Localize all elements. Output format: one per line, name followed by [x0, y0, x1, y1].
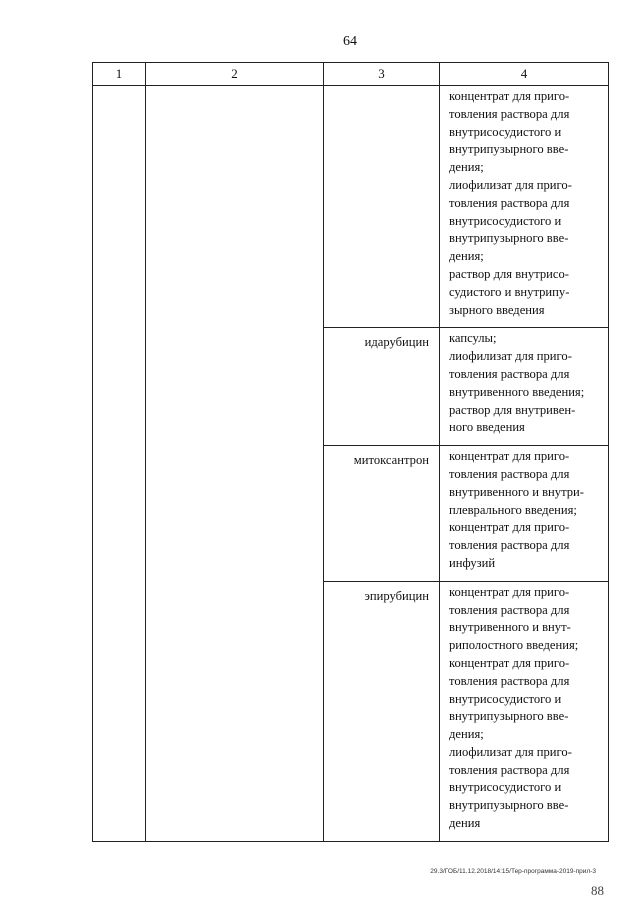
dosage-form-line: товления раствора для — [449, 195, 570, 210]
dosage-form-line: товления раствора для — [449, 538, 570, 553]
dosage-form-line: зырного введения — [449, 302, 545, 317]
column-header-2: 2 — [146, 63, 324, 86]
dosage-form-line: концентрат для приго- — [449, 449, 570, 464]
corner-page-number: 88 — [591, 883, 604, 898]
dosage-form-line: лиофилизат для приго- — [449, 177, 572, 192]
dosage-form-line: внутривенного и внутри- — [449, 484, 584, 499]
dosage-form-line: инфузий — [449, 555, 496, 570]
dosage-form-line: товления раствора для — [449, 762, 570, 777]
table-row — [93, 86, 609, 328]
dosage-form-line: лиофилизат для приго- — [449, 744, 572, 759]
drug-name-cell: эпирубицин — [324, 581, 440, 841]
dosage-form-line: дения; — [449, 727, 484, 742]
page-number: 64 — [343, 34, 357, 49]
dosage-form-line: товления раствора для — [449, 366, 570, 381]
dosage-form-line: концентрат для приго- — [449, 89, 570, 103]
dosage-forms-cell — [440, 86, 609, 328]
dosage-form-line: внутрипузырного вве- — [449, 142, 569, 157]
dosage-form-line: концентрат для приго- — [449, 520, 570, 535]
dosage-form-line: внутрисосудистого и — [449, 213, 562, 228]
dosage-form-line: внутривенного введения; — [449, 384, 585, 399]
column-header-4: 4 — [440, 63, 609, 86]
dosage-forms-cell — [440, 581, 609, 841]
dosage-form-line: товления раствора для — [449, 466, 570, 481]
dosage-form-line: товления раствора для — [449, 602, 570, 617]
dosage-form-line: раствор для внутривен- — [449, 402, 576, 417]
dosage-form-line: плеврального введения; — [449, 502, 577, 517]
dosage-form-line: раствор для внутрисо- — [449, 266, 569, 281]
drug-name-cell — [324, 86, 440, 328]
drug-name-cell: митоксантрон — [324, 446, 440, 582]
dosage-form-line: судистого и внутрипу- — [449, 284, 570, 299]
dosage-form-line: концентрат для приго- — [449, 584, 570, 599]
column-header-3: 3 — [324, 63, 440, 86]
document-code: 29.3/ГОБ/11.12.2018/14:15/Тер-программа-2019-прил-3 — [430, 868, 596, 875]
dosage-form-line: товления раствора для — [449, 106, 570, 121]
dosage-form-line: дения; — [449, 249, 484, 264]
dosage-form-line: внутрипузырного вве- — [449, 798, 569, 813]
dosage-form-line: риполостного введения; — [449, 638, 579, 653]
dosage-form-line: ного введения — [449, 420, 525, 435]
dosage-form-line: концентрат для приго- — [449, 655, 570, 670]
dosage-form-line: лиофилизат для приго- — [449, 349, 572, 364]
dosage-form-line: внутрисосудистого и — [449, 124, 562, 139]
code-cell — [93, 86, 146, 842]
medication-table — [92, 62, 609, 842]
column-header-1: 1 — [93, 63, 146, 86]
dosage-form-line: внутривенного и внут- — [449, 620, 571, 635]
dosage-form-line: дения; — [449, 160, 484, 175]
dosage-form-line: товления раствора для — [449, 673, 570, 688]
dosage-form-line: внутрисосудистого и — [449, 691, 562, 706]
dosage-forms-cell — [440, 328, 609, 446]
drug-name-cell: идарубицин — [324, 328, 440, 446]
dosage-form-line: внутрипузырного вве- — [449, 709, 569, 724]
dosage-forms-cell — [440, 446, 609, 582]
dosage-form-line: внутрипузырного вве- — [449, 231, 569, 246]
dosage-form-line: дения — [449, 816, 481, 831]
dosage-form-line: капсулы; — [449, 331, 497, 346]
table-header-row — [93, 63, 609, 86]
dosage-form-line: внутрисосудистого и — [449, 780, 562, 795]
group-name-cell — [146, 86, 324, 842]
